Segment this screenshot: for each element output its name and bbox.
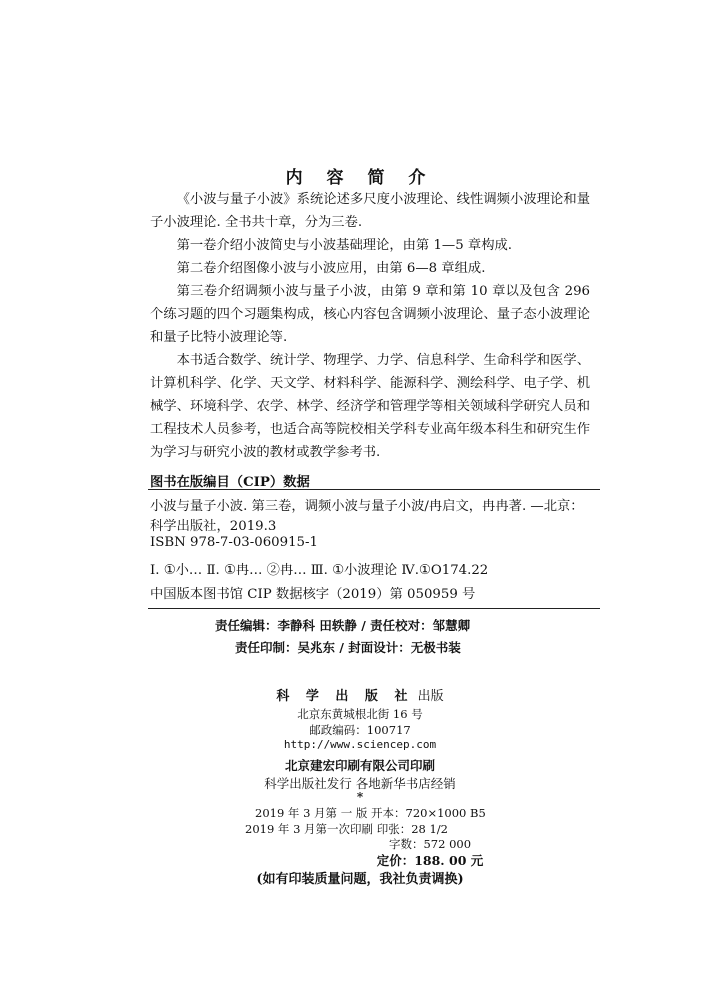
publisher-suffix: 出版	[417, 689, 444, 704]
cip-isbn: ISBN 978-7-03-060915-1	[150, 535, 318, 550]
cip-publisher-line: 科学出版社，2019.3	[150, 519, 277, 534]
page-title: 内 容 简 介	[285, 168, 435, 188]
summary-intro: 《小波与量子小波》系统论述多尺度小波理论、线性调频小波理论和量子小波理论. 全书共十章，分为三卷.	[150, 192, 590, 230]
cip-verification: 中国版本图书馆 CIP 数据核字（2019）第 050959 号	[150, 587, 476, 602]
cip-classification: Ⅰ. ①小… Ⅱ. ①冉… ②冉… Ⅲ. ①小波理论 Ⅳ.①O174.22	[150, 563, 489, 578]
quality-note: (如有印装质量问题，我社负责调换)	[256, 872, 464, 887]
summary-paragraph	[150, 188, 590, 464]
cip-heading: 图书在版编目（CIP）数据	[150, 475, 310, 490]
publisher-line	[0, 685, 720, 704]
publisher-url: http://www.sciencep.com	[283, 738, 437, 751]
printing-info: 2019 年 3 月第一次印刷 印张：28 1/2	[245, 822, 449, 836]
printer: 北京建宏印刷有限公司印刷	[284, 758, 435, 773]
editor-credits: 责任编辑：李静科 田轶静 / 责任校对：邹慧卿	[215, 618, 471, 633]
publisher-postcode: 邮政编码：100717	[309, 723, 411, 737]
summary-volume-2: 第二卷介绍图像小波与小波应用，由第 6—8 章组成.	[176, 261, 486, 276]
publisher-name: 科 学 出 版 社	[276, 689, 414, 704]
distribution: 科学出版社发行 各地新华书店经销	[264, 776, 456, 791]
publisher-address: 北京东黄城根北街 16 号	[297, 707, 423, 721]
summary-volume-3: 第三卷介绍调频小波与量子小波，由第 9 章和第 10 章以及包含 296 个练习题的四个习题集构成，核心内容包含调频小波理论、量子态小波理论和量子比特小波理论等.	[150, 284, 590, 345]
separator-star: *	[356, 790, 364, 804]
summary-audience: 本书适合数学、统计学、物理学、力学、信息科学、生命科学和医学、计算机科学、化学、天文学、材料科学、能源科学、测绘科学、电子学、机械学、环境科学、农学、林学、经济学和管理学等相关领域科学研究人员和工程技术人员参考，也适合高等院校相关学科专业高年级本科生和研究生作为学习与研究小波的教材或教学参考书.	[150, 353, 590, 460]
price: 定价：188. 00 元	[376, 853, 484, 868]
cip-title-line: 小波与量子小波. 第三卷，调频小波与量子小波/冉启文，冉冉著. —北京：	[150, 499, 584, 514]
edition-info: 2019 年 3 月第 一 版 开本：720×1000 B5	[255, 806, 486, 820]
word-count: 字数：572 000	[388, 837, 472, 851]
printing-credits: 责任印制：吴兆东 / 封面设计：无极书装	[235, 640, 461, 655]
summary-volume-1: 第一卷介绍小波简史与小波基础理论，由第 1—5 章构成.	[176, 238, 513, 253]
